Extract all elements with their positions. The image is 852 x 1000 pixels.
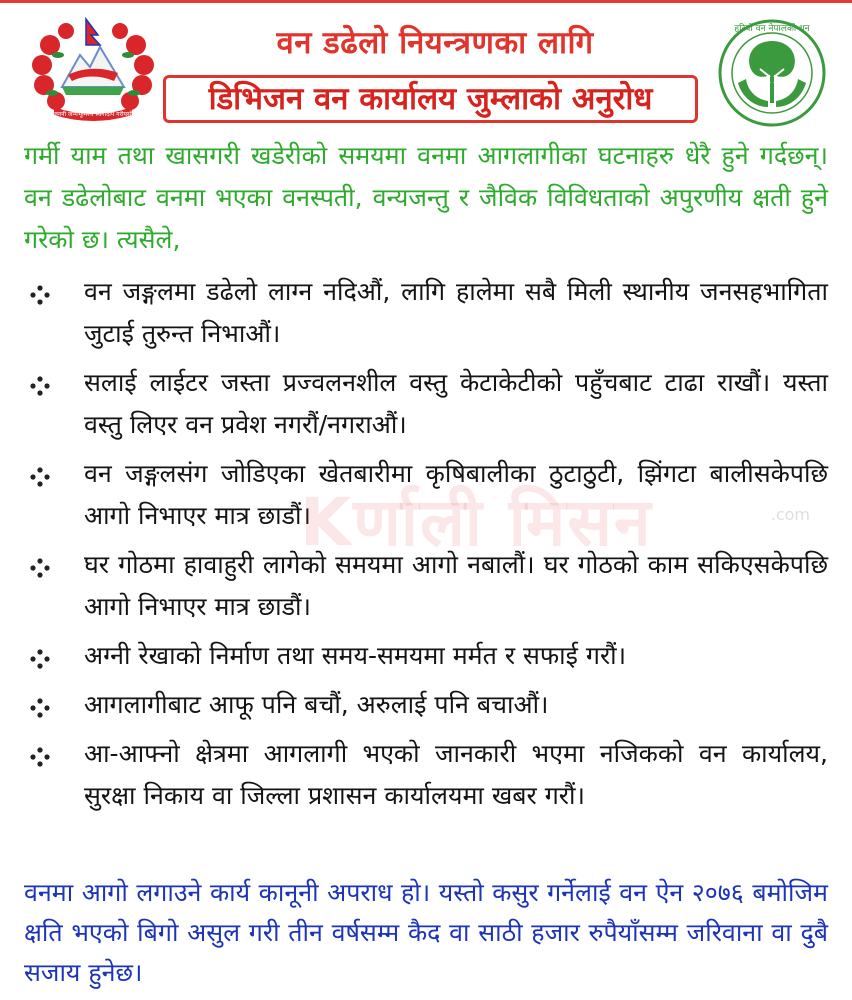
list-item: [24, 733, 828, 817]
svg-text:हरियो वन नेपालको धन: हरियो वन नेपालको धन: [734, 24, 810, 34]
page-subtitle: डिभिजन वन कार्यालय जुम्लाको अनुरोध: [163, 75, 698, 123]
list-item: [24, 684, 828, 726]
diamond-dots-icon: [30, 558, 50, 578]
watermark-text: Kर्णाली मिसन: [300, 484, 653, 561]
list-item: [24, 453, 828, 537]
watermark-domain: .com: [770, 505, 810, 524]
list-item: [24, 635, 828, 677]
list-item-text: आगलागीबाट आफू पनि बचौं, अरुलाई पनि बचाऔं।: [84, 690, 549, 719]
intro-paragraph: गर्मी याम तथा खासगरी खडेरीको समयमा वनमा आगलागीका घटनाहरु धेरै हुने गर्दछन्। वन डढेलोबाट वनमा भएका वनस्पती, वन्यजन्तु र जैविक विविधताको अपुरणीय क्षती हुने गरेको छ। त्यसैले,: [24, 141, 828, 254]
svg-text:जननी जन्मभूमिश्च स्वर्गादपि गर: जननी जन्मभूमिश्च स्वर्गादपि गरीयसी: [53, 111, 133, 118]
guidelines-list: [24, 271, 828, 824]
page-title: वन डढेलो नियन्त्रणका लागि: [276, 25, 594, 61]
list-item-text: सलाई लाईटर जस्ता प्रज्वलनशील वस्तु केटाकेटीको पहुँचबाट टाढा राखौं। यस्ता वस्तु लिएर वन प्रवेश नगरौं/नगराऔं।: [84, 368, 828, 439]
list-item-text: घर गोठमा हावाहुरी लागेको समयमा आगो नबालौं। घर गोठको काम सकिएसकेपछि आगो निभाएर मात्र छाडौं।: [84, 550, 828, 621]
diamond-dots-icon: [30, 467, 50, 487]
diamond-dots-icon: [30, 747, 50, 767]
list-item-text: आ-आफ्नो क्षेत्रमा आगलागी भएको जानकारी भएमा नजिकको वन कार्यालय, सुरक्षा निकाय वा जिल्ला प्रशासन कार्यालयमा खबर गरौं।: [84, 739, 828, 810]
list-item-text: अग्नी रेखाको निर्माण तथा समय-समयमा मर्मत र सफाई गरौं।: [84, 641, 627, 670]
diamond-dots-icon: [30, 698, 50, 718]
diamond-dots-icon: [30, 649, 50, 669]
diamond-dots-icon: [30, 285, 50, 305]
list-item: [24, 544, 828, 628]
list-item: [24, 362, 828, 446]
nepal-emblem-icon: [28, 15, 158, 123]
list-item-text: वन जङ्गलमा डढेलो लाग्न नदिऔं, लागि हालेमा सबै मिली स्थानीय जनसहभागिता जुटाई तुरुन्त निभाऔं।: [84, 277, 828, 348]
list-item-text: वन जङ्गलसंग जोडिएका खेतबारीमा कृषिबालीका ठुटाठुटी, झिंगटा बालीसकेपछि आगो निभाएर मात्र छाडौं।: [84, 459, 828, 530]
forest-department-logo-icon: [716, 17, 828, 129]
diamond-dots-icon: [30, 376, 50, 396]
legal-notice: वनमा आगो लगाउने कार्य कानूनी अपराध हो। यस्तो कसुर गर्नेलाई वन ऐन २०७६ बमोजिम क्षति भएको बिगो असुल गरी तीन वर्षसम्म कैद वा साठी हजार रुपैयाँसम्म जरिवाना वा दुबै सजाय हुनेछ।: [24, 878, 828, 987]
list-item: [24, 271, 828, 355]
